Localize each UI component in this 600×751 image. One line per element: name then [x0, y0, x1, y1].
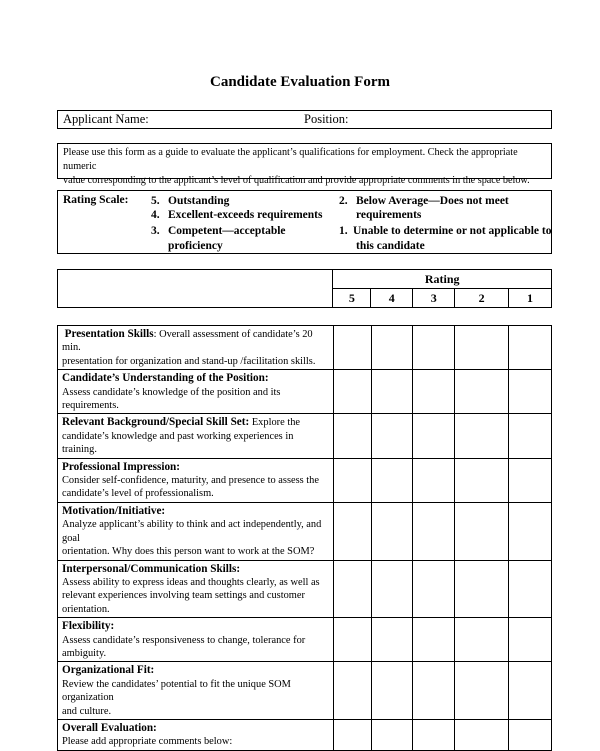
criteria-title: Overall Evaluation: — [62, 721, 157, 734]
criteria-title: Relevant Background/Special Skill Set: — [62, 416, 250, 429]
rating-col-4: 4 — [371, 289, 413, 308]
rating-col-5: 5 — [333, 289, 371, 308]
criteria-desc-2: Assess candidate’s responsiveness to change, tolerance for — [62, 634, 306, 646]
criteria-title: Organizational Fit: — [62, 664, 155, 677]
rating-cell-2[interactable] — [455, 560, 509, 618]
rating-cell-3[interactable] — [413, 414, 455, 458]
rating-cell-4[interactable] — [371, 458, 413, 502]
rating-cell-1[interactable] — [509, 719, 552, 750]
criteria-desc-2: Please add appropriate comments below: — [62, 736, 233, 748]
criteria-desc-3: relevant experiences involving team settings and customer orientation. — [62, 590, 305, 615]
rating-scale-box — [57, 190, 552, 254]
rating-header-blank — [58, 270, 333, 308]
rating-cell-1[interactable] — [509, 560, 552, 618]
rating-cell-5[interactable] — [333, 502, 371, 560]
rating-cell-4[interactable] — [371, 560, 413, 618]
criteria-title: Professional Impression: — [62, 460, 180, 473]
criteria-cell — [58, 502, 334, 560]
criteria-title: Presentation Skills — [64, 328, 154, 340]
rating-header-label: Rating — [333, 270, 552, 289]
rating-cell-2[interactable] — [455, 618, 509, 662]
instructions-box — [57, 143, 552, 186]
applicant-info-box — [57, 110, 552, 129]
rating-cell-5[interactable] — [333, 719, 371, 750]
rating-cell-1[interactable] — [509, 326, 552, 370]
rating-header-table — [57, 269, 552, 308]
rating-cell-3[interactable] — [413, 370, 455, 414]
rating-cell-2[interactable] — [455, 458, 509, 502]
instructions-text — [63, 146, 547, 188]
rating-cell-3[interactable] — [413, 719, 455, 750]
criteria-desc-3: and culture. — [62, 705, 112, 717]
criteria-title: Motivation/Initiative: — [62, 504, 166, 517]
rating-cell-5[interactable] — [333, 370, 371, 414]
criteria-cell — [58, 414, 334, 458]
rating-col-2: 2 — [455, 289, 509, 308]
criteria-desc-3: ambiguity. — [62, 647, 107, 659]
scale-2-num: 2. — [339, 195, 348, 207]
rating-cell-2[interactable] — [455, 502, 509, 560]
scale-1-text-2: this candidate — [356, 240, 425, 252]
scale-1-text: Unable to determine or not applicable to — [353, 225, 552, 237]
scale-3-text: Competent—acceptable — [168, 225, 286, 237]
applicant-name-label: Applicant Name: — [63, 112, 149, 126]
criteria-row — [58, 502, 552, 560]
rating-cell-4[interactable] — [371, 662, 413, 720]
rating-cell-2[interactable] — [455, 662, 509, 720]
scale-1-num: 1. — [339, 225, 348, 237]
criteria-row — [58, 414, 552, 458]
criteria-desc-2: Consider self-confidence, maturity, and presence to assess the — [62, 475, 319, 487]
rating-cell-4[interactable] — [371, 414, 413, 458]
criteria-cell: Presentation Skills: Overall assessment of candidate’s 20 min. presentation for organization and stand-up /facilitation skills. — [58, 326, 334, 370]
rating-col-1: 1 — [509, 289, 552, 308]
rating-cell-3[interactable] — [413, 560, 455, 618]
form-title: Candidate Evaluation Form — [209, 74, 390, 90]
position-label: Position: — [304, 112, 349, 126]
rating-cell-4[interactable] — [371, 618, 413, 662]
criteria-desc: Explore the — [251, 417, 301, 429]
rating-cell-3[interactable] — [413, 326, 455, 370]
rating-cell-3[interactable] — [413, 458, 455, 502]
criteria-desc-2: Analyze applicant’s ability to think and act independently, and goal — [62, 519, 322, 544]
criteria-cell — [58, 618, 334, 662]
criteria-desc-2: candidate’s knowledge and past working experiences in training. — [62, 430, 294, 456]
scale-4-num: 4. — [151, 209, 160, 221]
rating-cell-1[interactable] — [509, 414, 552, 458]
rating-scale-label: Rating Scale: — [63, 194, 129, 206]
rating-cell-5[interactable] — [333, 618, 371, 662]
criteria-desc-2: presentation for organization and stand-up /facilitation skills. — [62, 355, 316, 367]
scale-2-text: Below Average—Does not meet — [356, 195, 509, 207]
rating-cell-3[interactable] — [413, 618, 455, 662]
rating-cell-4[interactable] — [371, 370, 413, 414]
rating-cell-1[interactable] — [509, 618, 552, 662]
criteria-desc-2: Review the candidates’ potential to fit the unique SOM organization — [62, 678, 291, 704]
rating-cell-4[interactable] — [371, 719, 413, 750]
criteria-row — [58, 719, 552, 750]
criteria-desc: Overall assessment of candidate’s 20 min. — [62, 329, 313, 354]
criteria-row — [58, 370, 552, 414]
rating-cell-2[interactable] — [455, 326, 509, 370]
criteria-cell — [58, 662, 334, 720]
criteria-desc-2: Assess ability to express ideas and thoughts clearly, as well as — [62, 576, 320, 588]
criteria-row — [58, 662, 552, 720]
scale-3-num: 3. — [151, 225, 160, 237]
rating-col-3: 3 — [413, 289, 455, 308]
rating-cell-4[interactable] — [371, 502, 413, 560]
scale-5-text: Outstanding — [168, 195, 230, 207]
criteria-cell — [58, 370, 334, 414]
criteria-cell — [58, 719, 334, 750]
rating-cell-3[interactable] — [413, 502, 455, 560]
criteria-title: Interpersonal/Communication Skills: — [62, 562, 241, 575]
rating-cell-2[interactable] — [455, 414, 509, 458]
criteria-title: Candidate’s Understanding of the Position: — [62, 372, 269, 385]
instructions-line-2: value corresponding to the applicant’s level of qualification and provide appropriate comments in the space below. — [63, 175, 530, 186]
rating-cell-5[interactable] — [333, 326, 371, 370]
criteria-desc-3: candidate’s level of professionalism. — [62, 488, 214, 500]
criteria-cell — [58, 560, 334, 618]
rating-cell-2[interactable] — [455, 370, 509, 414]
criteria-table — [57, 325, 552, 751]
scale-5-num: 5. — [151, 195, 160, 207]
criteria-desc-2: Assess candidate’s knowledge of the position and its requirements. — [62, 386, 281, 412]
rating-cell-1[interactable] — [509, 370, 552, 414]
criteria-row — [58, 618, 552, 662]
criteria-row — [58, 458, 552, 502]
instructions-line-1: Please use this form as a guide to evaluate the applicant’s qualifications for employment. Check the appropriate numeric — [63, 147, 518, 172]
scale-3-text-2: proficiency — [168, 240, 223, 252]
rating-cell-1[interactable] — [509, 458, 552, 502]
criteria-desc-3: orientation. Why does this person want to work at the SOM? — [62, 546, 315, 558]
rating-cell-4[interactable] — [371, 326, 413, 370]
rating-cell-1[interactable] — [509, 502, 552, 560]
rating-cell-5[interactable] — [333, 458, 371, 502]
scale-2-text-2: requirements — [356, 209, 422, 221]
criteria-title: Flexibility: — [62, 620, 115, 633]
rating-cell-2[interactable] — [455, 719, 509, 750]
rating-cell-1[interactable] — [509, 662, 552, 720]
rating-cell-5[interactable] — [333, 414, 371, 458]
criteria-cell — [58, 458, 334, 502]
criteria-row — [58, 560, 552, 618]
rating-cell-5[interactable] — [333, 662, 371, 720]
rating-cell-5[interactable] — [333, 560, 371, 618]
criteria-row — [58, 326, 552, 370]
scale-4-text: Excellent-exceeds requirements — [168, 209, 323, 221]
rating-cell-3[interactable] — [413, 662, 455, 720]
